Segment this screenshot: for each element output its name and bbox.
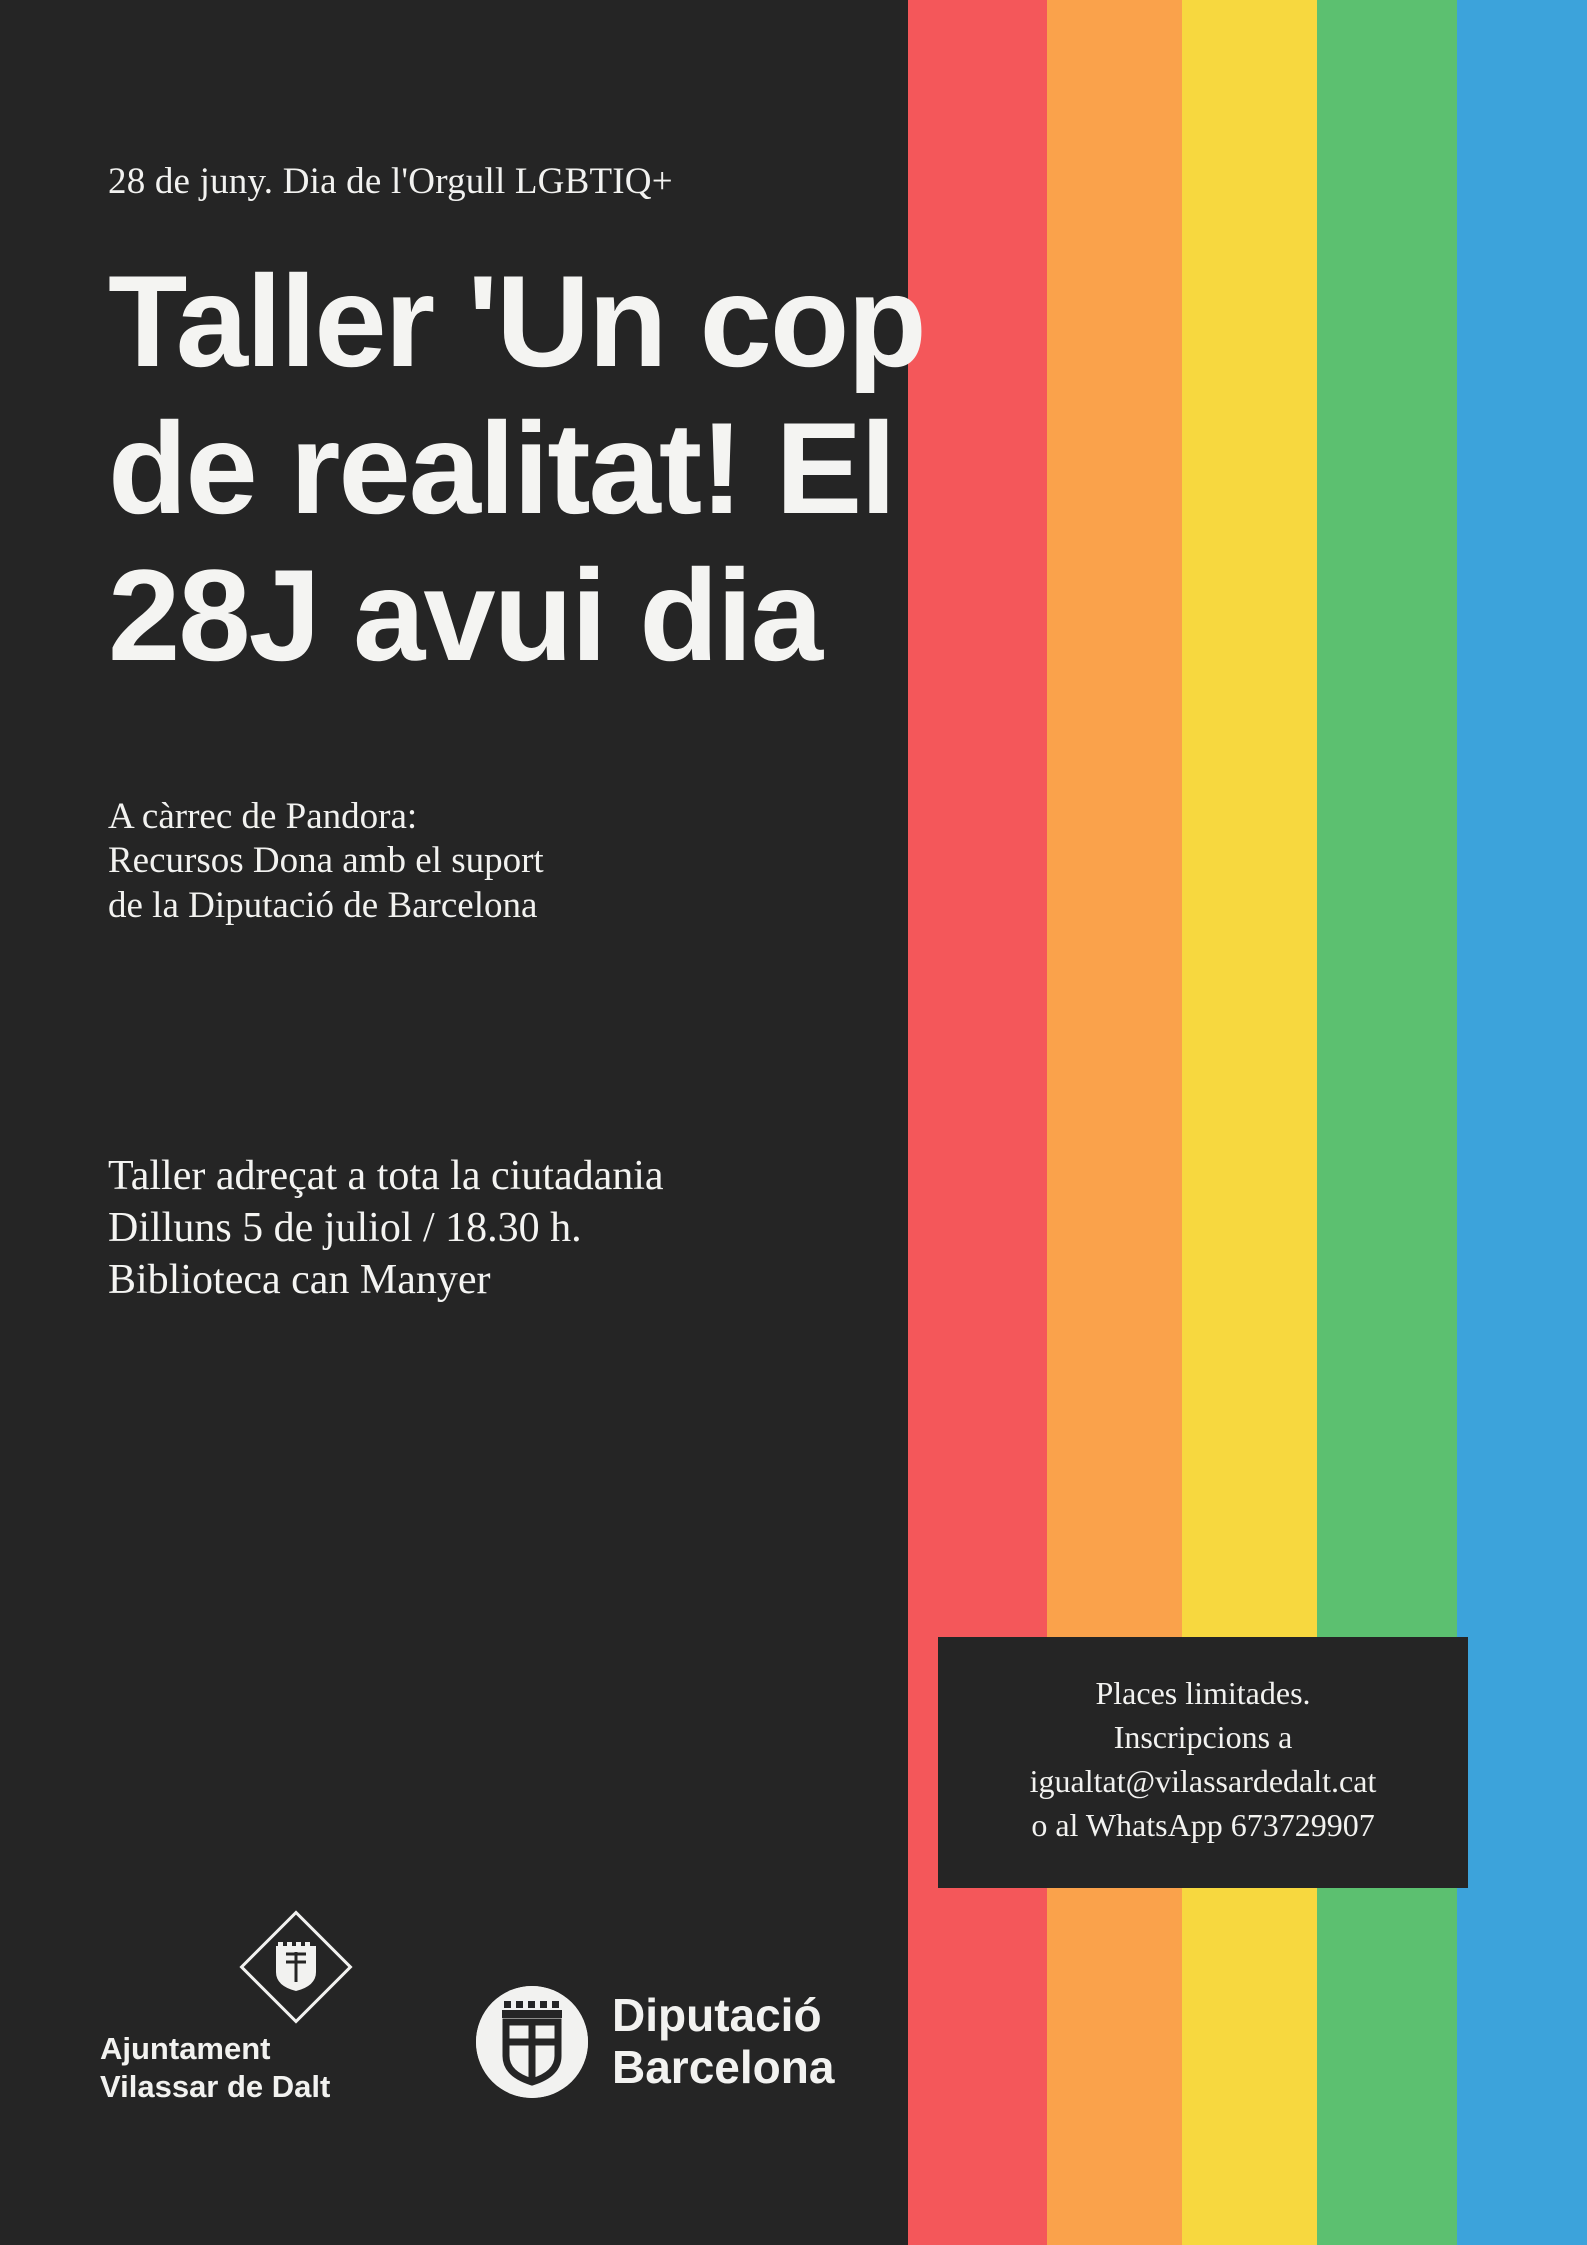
registration-line-2: Inscripcions a: [1113, 1719, 1293, 1756]
details-line-datetime: Dilluns 5 de juliol / 18.30 h.: [108, 1205, 582, 1252]
ajuntament-line-2: Vilassar de Dalt: [100, 2069, 331, 2105]
diputacio-line-1: Diputació: [612, 1989, 822, 2042]
shield-svg: [274, 1942, 318, 1992]
title-line-3: 28J avui dia: [108, 541, 822, 688]
ajuntament-wordmark: [100, 2030, 330, 2108]
credit-line-3: de la Diputació de Barcelona: [108, 884, 538, 926]
logo-ajuntament-vilassar-de-dalt: [100, 1927, 380, 2107]
diputacio-line-2: Barcelona: [612, 2041, 835, 2093]
credit-block: [108, 795, 544, 928]
credit-line-1: A càrrec de Pandora:: [108, 796, 418, 837]
registration-whatsapp: o al WhatsApp 673729907: [1031, 1807, 1375, 1844]
diputacio-wordmark: [612, 1990, 834, 2093]
details-line-venue: Biblioteca can Manyer: [108, 1257, 491, 1304]
logos-row: [100, 1927, 834, 2107]
credit-line-2: Recursos Dona amb el suport: [108, 840, 544, 882]
registration-email: igualtat@vilassardedalt.cat: [1029, 1763, 1377, 1800]
title-line-1: Taller 'Un cop: [108, 248, 925, 394]
diputacio-seal-svg: [476, 1986, 588, 2098]
coat-of-arms-shield: [274, 1942, 318, 1992]
details-line-audience: Taller adreçat a tota la ciutadania: [108, 1153, 664, 1199]
diputacio-seal-icon: [476, 1986, 588, 2098]
logo-diputacio-barcelona: [476, 1977, 834, 2107]
poster-title: [108, 248, 1288, 689]
event-kicker: 28 de juny. Dia de l'Orgull LGBTIQ+: [108, 161, 673, 202]
registration-note: [938, 1637, 1468, 1888]
registration-line-1: Places limitades.: [1095, 1675, 1311, 1711]
title-line-2: de realitat! El: [108, 394, 895, 541]
ajuntament-line-1: Ajuntament: [100, 2030, 271, 2066]
coat-of-arms-icon: [239, 1910, 352, 2023]
event-details-block: [108, 1150, 664, 1306]
